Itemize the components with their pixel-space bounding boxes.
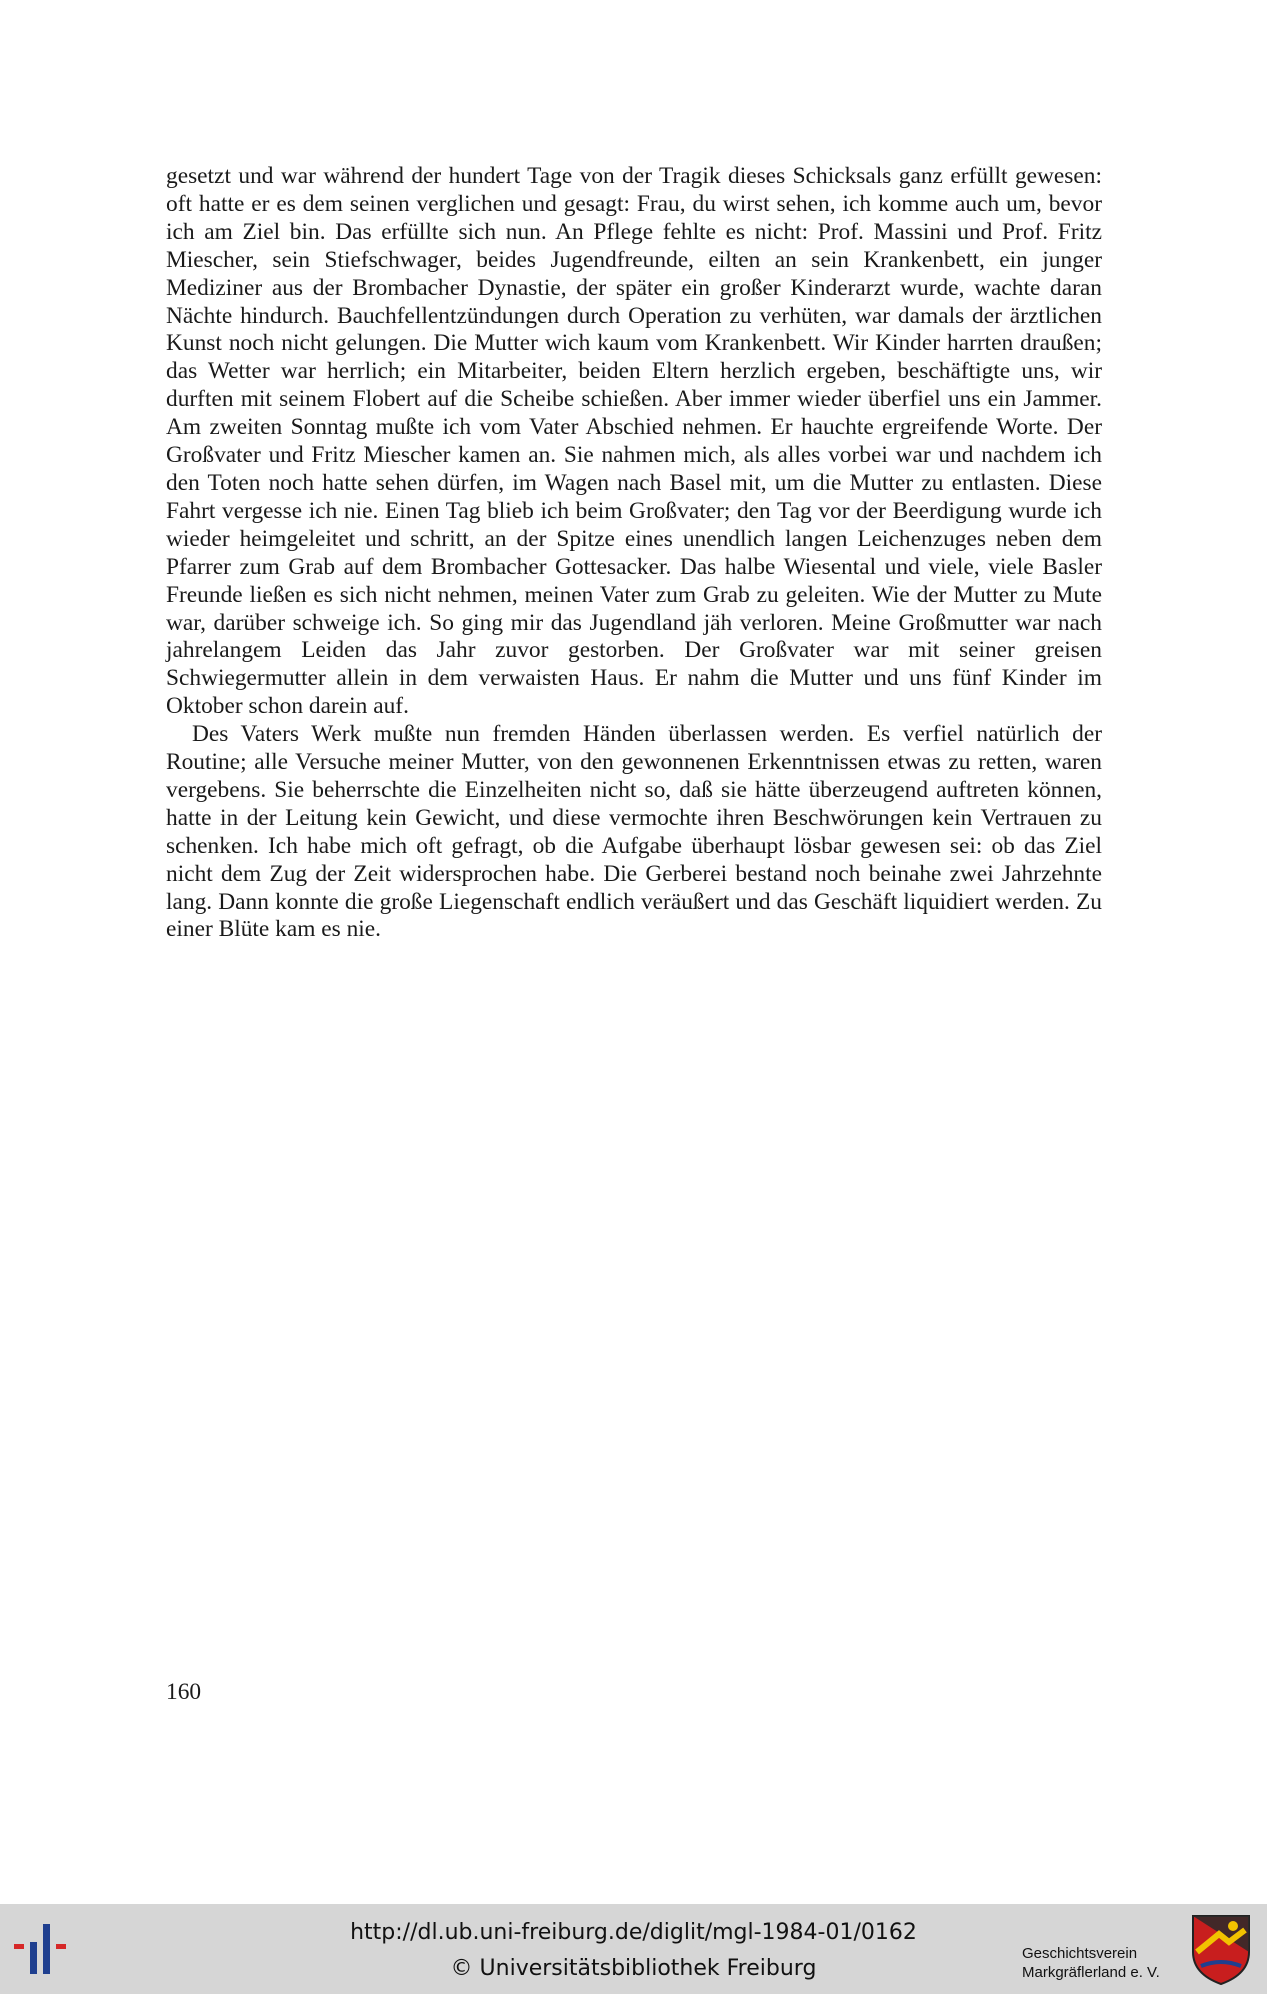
footer-bar bbox=[0, 1904, 1267, 1994]
page-number: 160 bbox=[166, 1679, 202, 1705]
footer-copyright: © Universitätsbibliothek Freiburg bbox=[450, 1956, 817, 1981]
paragraph-1: gesetzt und war während der hundert Tage von der Tragik dieses Schicksals ganz erfüllt gewesen: oft hatte er es dem seinen verglichen und gesagt: Frau, du wirst sehen, ich komme auch um, bevor ich am Ziel bin. Das erfüllte sich nun. An Pflege fehlte es nicht: Prof. Massini und Prof. Fritz Miescher, sein Stiefschwager, beides Jugendfreunde, eilten an sein Krankenbett, ein junger Mediziner aus der Brombacher Dynastie, der später ein großer Kinderarzt wurde, wachte daran Nächte hindurch. Bauchfellentzündungen durch Operation zu verhüten, war damals der ärztlichen Kunst noch nicht gelungen. Die Mutter wich kaum vom Krankenbett. Wir Kinder harrten draußen; das Wetter war herrlich; ein Mitarbeiter, beiden Eltern herzlich ergeben, beschäftigte uns, wir durften mit seinem Flobert auf die Scheibe schießen. Aber immer wieder überfiel uns ein Jammer. Am zweiten Sonntag mußte ich vom Vater Abschied nehmen. Er hauchte ergreifende Worte. Der Großvater und Fritz Miescher kamen an. Sie nahmen mich, als alles vorbei war und nachdem ich den Toten noch hatte sehen dürfen, im Wagen nach Basel mit, um die Mutter zu entlasten. Diese Fahrt vergesse ich nie. Einen Tag blieb ich beim Großvater; den Tag vor der Beerdigung wurde ich wieder heimgeleitet und schritt, an der Spitze eines unendlich langen Leichenzuges neben dem Pfarrer zum Grab auf dem Brombacher Gottesacker. Das halbe Wiesental und viele, viele Basler Freunde ließen es sich nicht nehmen, meinen Vater zum Grab zu geleiten. Wie der Mutter zu Mute war, darüber schweige ich. So ging mir das Jugendland jäh verloren. Meine Großmutter war nach jahrelangem Leiden das Jahr zuvor gestorben. Der Großvater war mit seiner greisen Schwiegermutter allein in dem verwaisten Haus. Er nahm die Mutter und uns fünf Kinder im Oktober schon darein auf. bbox=[166, 163, 1102, 720]
footer-organization bbox=[1022, 1944, 1160, 1982]
org-name-line-1: Geschichtsverein bbox=[1022, 1945, 1138, 1962]
coat-of-arms-icon bbox=[1189, 1912, 1253, 1986]
body-text bbox=[166, 163, 1102, 944]
footer-url-link[interactable]: http://dl.ub.uni-freiburg.de/diglit/mgl-1984-01/0162 bbox=[350, 1920, 917, 1945]
org-name-line-2: Markgräflerland e. V. bbox=[1022, 1964, 1160, 1981]
paragraph-2: Des Vaters Werk mußte nun fremden Händen überlassen werden. Es verfiel natürlich der Routine; alle Versuche meiner Mutter, von den gewonnenen Erkenntnissen etwas zu retten, waren vergebens. Sie beherrschte die Einzelheiten nicht so, daß sie hätte überzeugend auftreten können, hatte in der Leitung kein Gewicht, und diese vermochte ihren Beschwörungen kein Vertrauen zu schenken. Ich habe mich oft gefragt, ob die Aufgabe überhaupt lösbar gewesen sei: ob das Ziel nicht dem Zug der Zeit widersprochen habe. Die Gerberei bestand noch beinahe zwei Jahrzehnte lang. Dann konnte die große Liegenschaft endlich veräußert und das Geschäft liquidiert werden. Zu einer Blüte kam es nie. bbox=[166, 721, 1102, 943]
